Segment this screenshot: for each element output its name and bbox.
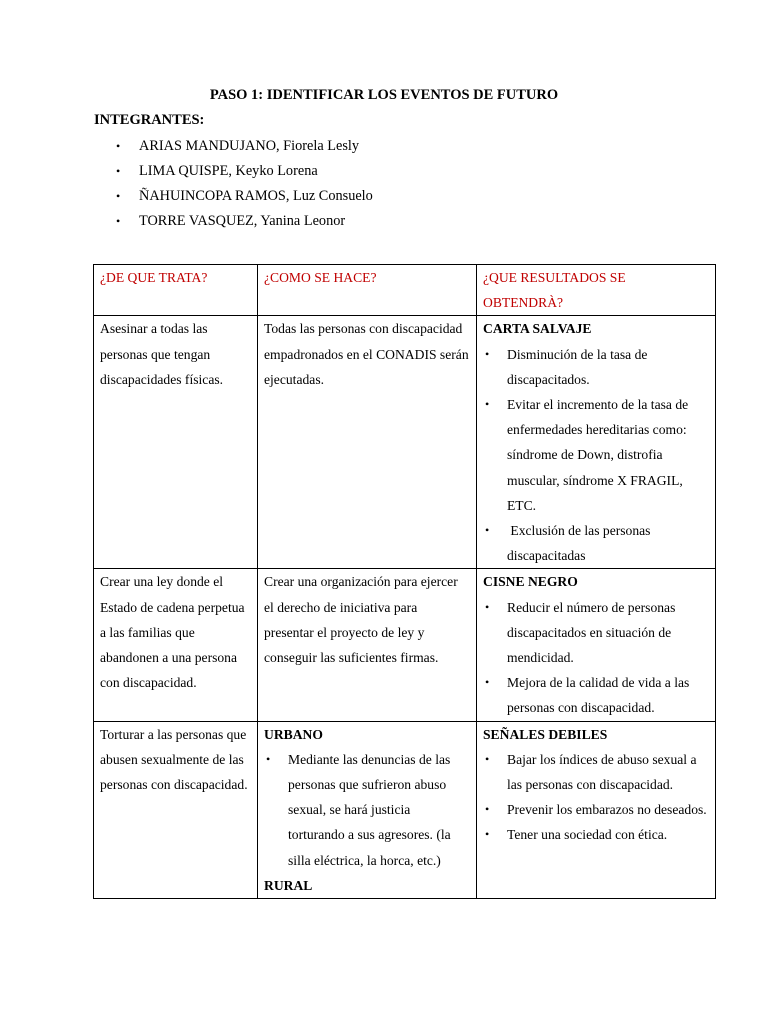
result-text: Reducir el número de personas discapacitados en situación de mendicidad. [507, 599, 676, 666]
bullet-icon: • [485, 397, 490, 412]
table-row [94, 721, 716, 898]
result-category: CARTA SALVAJE [483, 321, 592, 337]
member-item [116, 211, 373, 236]
cell-como: Crear una organización para ejercer el derecho de iniciativa para presentar el proyecto de ley y conseguir las suficientes firmas. [258, 569, 477, 721]
result-category: SEÑALES DEBILES [483, 726, 608, 742]
result-category: CISNE NEGRO [483, 574, 578, 590]
members-list [116, 136, 373, 236]
list-item [483, 392, 709, 518]
cell-resultados [477, 721, 716, 898]
cell-como [258, 721, 477, 898]
como-category-urbano: URBANO [264, 726, 323, 742]
member-item [116, 161, 373, 186]
list-item [483, 518, 709, 568]
bullet-icon: • [485, 599, 490, 614]
bullet-icon: • [485, 827, 490, 842]
member-name: LIMA QUISPE, Keyko Lorena [139, 163, 318, 179]
result-list [483, 342, 709, 569]
member-item [116, 136, 373, 161]
list-item [264, 747, 470, 873]
result-text: Mejora de la calidad de vida a las personas con discapacidad. [507, 675, 690, 716]
cell-trata: Torturar a las personas que abusen sexualmente de las personas con discapacidad. [94, 721, 258, 898]
list-item [483, 822, 709, 847]
member-name: ARIAS MANDUJANO, Fiorela Lesly [139, 138, 360, 154]
bullet-icon: • [116, 139, 121, 153]
table-header-row [94, 265, 716, 316]
document-title: PASO 1: IDENTIFICAR LOS EVENTOS DE FUTURO [209, 87, 559, 103]
members-label: INTEGRANTES: [94, 112, 205, 128]
result-text: Bajar los índices de abuso sexual a las personas con discapacidad. [507, 751, 697, 793]
list-item [483, 342, 709, 392]
result-text: Disminución de la tasa de discapacitados. [507, 346, 648, 387]
header-como-se-hace: ¿COMO SE HACE? [258, 265, 477, 316]
list-item [483, 670, 709, 720]
cell-resultados [477, 569, 716, 721]
bullet-icon: • [266, 751, 271, 766]
cell-resultados [477, 316, 716, 569]
cell-como: Todas las personas con discapacidad empadronados en el CONADIS serán ejecutadas. [258, 316, 477, 569]
bullet-icon: • [485, 751, 490, 766]
list-item [483, 797, 709, 822]
result-text: Tener una sociedad con ética. [507, 827, 668, 843]
result-text: Exclusión de las personas discapacitadas [507, 523, 654, 564]
header-de-que-trata: ¿DE QUE TRATA? [94, 265, 258, 316]
result-text: Prevenir los embarazos no deseados. [507, 802, 707, 818]
bullet-icon: • [116, 189, 121, 203]
bullet-icon: • [485, 675, 490, 690]
table-row [94, 316, 716, 569]
member-item [116, 186, 373, 211]
events-table [93, 264, 716, 899]
member-name: ÑAHUINCOPA RAMOS, Luz Consuelo [139, 188, 373, 204]
bullet-icon: • [485, 523, 490, 538]
bullet-icon: • [485, 346, 490, 361]
list-item [483, 747, 709, 797]
cell-trata: Crear una ley donde el Estado de cadena perpetua a las familias que abandonen a una persona con discapacidad. [94, 569, 258, 721]
result-text: Evitar el incremento de la tasa de enfermedades hereditarias como: síndrome de Down, distrofia muscular, síndrome X FRAGIL, ETC. [507, 397, 689, 513]
bullet-icon: • [485, 802, 490, 817]
como-category-rural: RURAL [264, 877, 313, 893]
cell-trata: Asesinar a todas las personas que tengan discapacidades físicas. [94, 316, 258, 569]
table-row [94, 569, 716, 721]
como-list [264, 747, 470, 873]
result-list [483, 595, 709, 721]
result-list [483, 747, 709, 848]
bullet-icon: • [116, 214, 121, 228]
como-text: Mediante las denuncias de las personas que sufrieron abuso sexual, se hará justicia torturando a sus agresores. (la silla eléctrica, la horca, etc.) [288, 751, 451, 868]
list-item [483, 595, 709, 671]
bullet-icon: • [116, 164, 121, 178]
member-name: TORRE VASQUEZ, Yanina Leonor [139, 213, 346, 229]
header-resultados: ¿QUE RESULTADOS SE OBTENDRÀ? [477, 265, 716, 316]
